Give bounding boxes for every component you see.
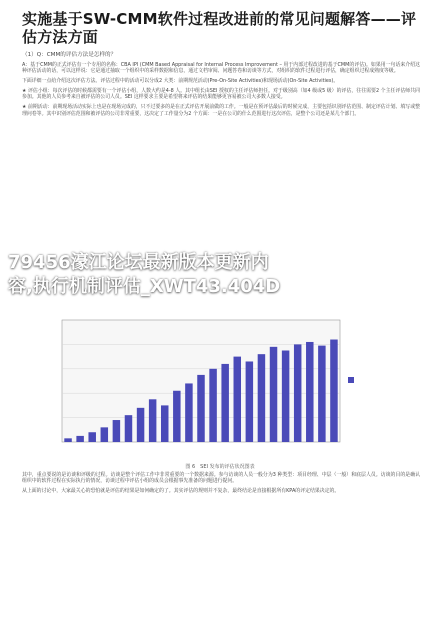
chart-bar [209,369,216,442]
figure-caption: 图 6 SEI 发布的评估状况图表 [185,464,255,470]
question-heading: （1）Q：CMM的评估方法是怎样的？ [22,52,117,58]
pre-activity-paragraph: ★ 前期活动：前期现场活动实际上也是在现场完成的，只不过要多的是在正式评估开展前做的工作。一般是在预评估最后的时候完成，主要包括识别评估范围、制定评估计划、填写或整理问卷等。其中识别评估范围和被评估的公司非常重要，这决定了工作量分为2 个方面：一是在公司的什么范围进行这次评估，是整个公司还是某几个部门。 [22,104,420,117]
activity-paragraph: 下面详细一点给介绍这次评估方法。评估过程中的活动可以分成2 大类：前期规范活动(Pre-On-Site Activities)和现场活动(On-Site Activities)。 [22,78,339,85]
chart-bar [185,383,192,442]
interview-paragraph: 其中，重点要说的是访谈和评级的过程。访谈是整个评估工作中非常重要的一个数据来源。参与访谈的人员一般分为3 种类型：项目经理、中层（一般）和底层人员。访谈的目的是确认组织中的软件过程在实际执行的情况，访谈过程中评估小组的成员会根据事先准备的问题进行提问。 [22,472,420,485]
chart-bar [76,436,83,442]
chart-bar [197,375,204,442]
bar-chart [40,312,380,460]
chart-bar [125,415,132,442]
chart-bar [88,432,95,442]
chart-bar [318,346,325,442]
chart-bar [113,420,120,442]
chart-bar [64,438,71,442]
chart-bar [234,357,241,442]
answer-paragraph: A：基于CMM的正式评估有一个专用的名称：CBA IPI (CMM Based Appraisal for Internal Process Improvement – 用于内部过程改进的基于CMM的评估)。如果用一句话来介绍这种评估活动的话，可以这样说：它是通过抽取一个组织中的采样数据和信息，通过文档审阅、问题答卷和访谈等方式，对组织的软件过程进行评估，确定组织过程成熟度等级。 [22,62,420,75]
team-paragraph: ★ 评估小组：每次评估的时候都需要有一个评估小组，人数大约是4-8 人。其中组长由SEI 授权的主任评估师担任。对于级别高（如4 级或5 级）的评估，往往需要2 个主任评估师共同参加。其他的人员参考来自被评估的公司人员。SEI 这样要求主要是希望将来评估的结果能够更容易被公司大多数人接受。 [22,88,420,101]
chart-bar [258,354,265,442]
chart-bar [221,364,228,442]
document-title: 实施基于SW-CMM软件过程改进前的常见问题解答——评估方法方面 [22,10,417,46]
chart-bar [161,405,168,442]
chart-bar [101,427,108,442]
document-continuation [22,472,420,498]
legend-swatch [348,377,354,383]
chart-bar [270,347,277,442]
chart-bar [149,399,156,442]
chart-bar [330,340,337,442]
chart-bar [282,351,289,443]
chart-bar [137,408,144,442]
headline-line-2[interactable]: 容,执行机制评估_XWT43.404D [8,276,281,297]
chart-bar [306,342,313,442]
result-paragraph: 从上面的讨论中，大家最关心的恐怕就是评估的结果是如何确定的了。其实评估的规则并不复杂，最终结论是直接根据所有KPA的评定结果决定的。 [22,488,340,495]
headline-line-1[interactable]: 79456濠江论坛最新版本更新内 [8,252,269,273]
bar-chart-svg [40,312,380,460]
chart-bar [294,344,301,442]
chart-bar [246,361,253,442]
chart-bar [173,391,180,442]
